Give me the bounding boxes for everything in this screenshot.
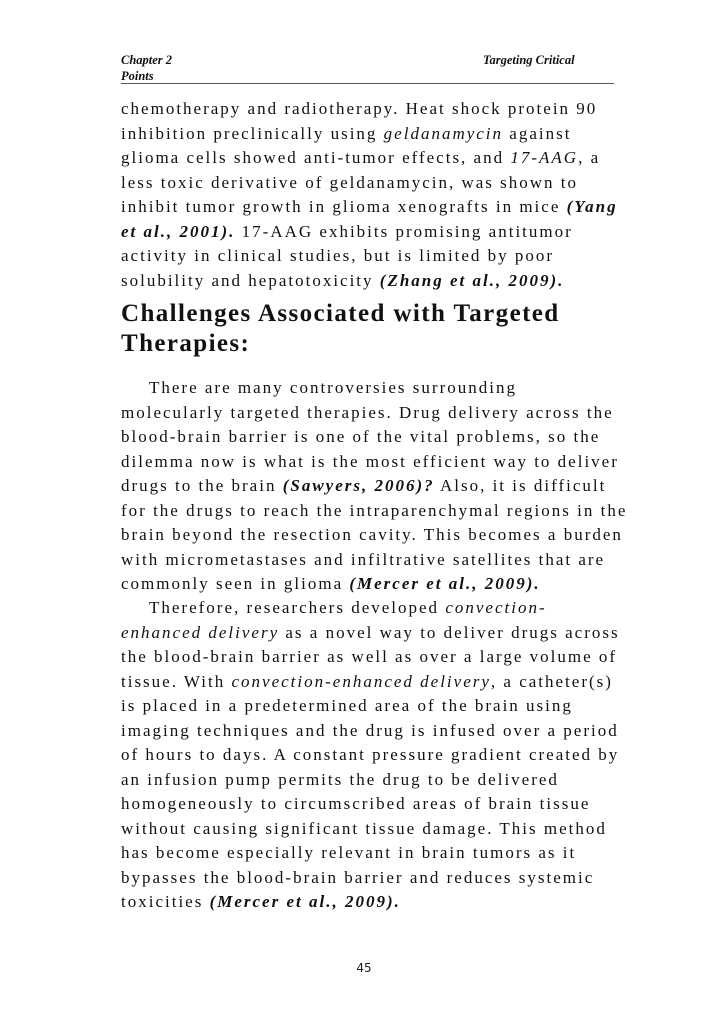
- text-line: with micrometastases and infiltrative satellites that are: [121, 549, 606, 569]
- heading-line: Therapies:: [121, 330, 251, 357]
- text-line: tissue. With convection-enhanced delivery, a catheter(s): [121, 671, 613, 691]
- paragraph-1: [121, 97, 681, 293]
- text-line: for the drugs to reach the intraparenchymal regions in the: [121, 500, 628, 520]
- page-number: 45: [356, 961, 372, 975]
- text-line: dilemma now is what is the most efficient way to deliver: [121, 451, 619, 471]
- text-line: glioma cells showed anti-tumor effects, and 17-AAG, a: [121, 148, 601, 167]
- text-line: inhibition preclinically using geldanamycin against: [121, 123, 572, 143]
- header-rule: [121, 83, 614, 84]
- header-chapter: Chapter 2: [121, 53, 173, 67]
- text-line: inhibit tumor growth in glioma xenografts in mice (Yang: [121, 197, 618, 216]
- section-heading: [121, 299, 681, 359]
- text-line: the blood-brain barrier as well as over a large volume of: [121, 647, 618, 666]
- text-line: chemotherapy and radiotherapy. Heat shock protein 90: [121, 99, 598, 118]
- text-line: of hours to days. A constant pressure gradient created by: [121, 745, 620, 764]
- text-line: commonly seen in glioma (Mercer et al., 2009).: [121, 574, 541, 593]
- text-line: less toxic derivative of geldanamycin, was shown to: [121, 172, 579, 192]
- heading-line: Challenges Associated with Targeted: [121, 300, 560, 327]
- text-line: an infusion pump permits the drug to be delivered: [121, 769, 559, 789]
- text-line: toxicities (Mercer et al., 2009).: [121, 892, 401, 911]
- text-line: homogeneously to circumscribed areas of brain tissue: [121, 794, 591, 813]
- text-line: activity in clinical studies, but is limited by poor: [121, 246, 555, 265]
- header-title: Targeting Critical: [483, 53, 575, 67]
- text-line: enhanced delivery as a novel way to deliver drugs across: [121, 622, 620, 642]
- text-line: brain beyond the resection cavity. This becomes a burden: [121, 525, 623, 544]
- text-line: has become especially relevant in brain tumors as it: [121, 843, 577, 862]
- text-line: without causing significant tissue damage. This method: [121, 818, 607, 838]
- text-line: is placed in a predetermined area of the brain using: [121, 696, 573, 715]
- paragraph-2: [121, 376, 721, 597]
- text-line: bypasses the blood-brain barrier and reduces systemic: [121, 867, 595, 887]
- text-line: drugs to the brain (Sawyers, 2006)? Also, it is difficult: [121, 476, 607, 495]
- text-line: et al., 2001). 17-AAG exhibits promising antitumor: [121, 221, 573, 241]
- text-line: solubility and hepatotoxicity (Zhang et al., 2009).: [121, 270, 565, 290]
- header-chapter-wrap: Points: [121, 69, 154, 83]
- text-line: blood-brain barrier is one of the vital problems, so the: [121, 427, 601, 446]
- paragraph-3: [121, 596, 721, 915]
- text-line: imaging techniques and the drug is infused over a period: [121, 720, 619, 740]
- text-line: There are many controversies surrounding: [149, 378, 517, 397]
- text-line: molecularly targeted therapies. Drug delivery across the: [121, 402, 614, 422]
- text-line: Therefore, researchers developed convection-: [149, 598, 547, 617]
